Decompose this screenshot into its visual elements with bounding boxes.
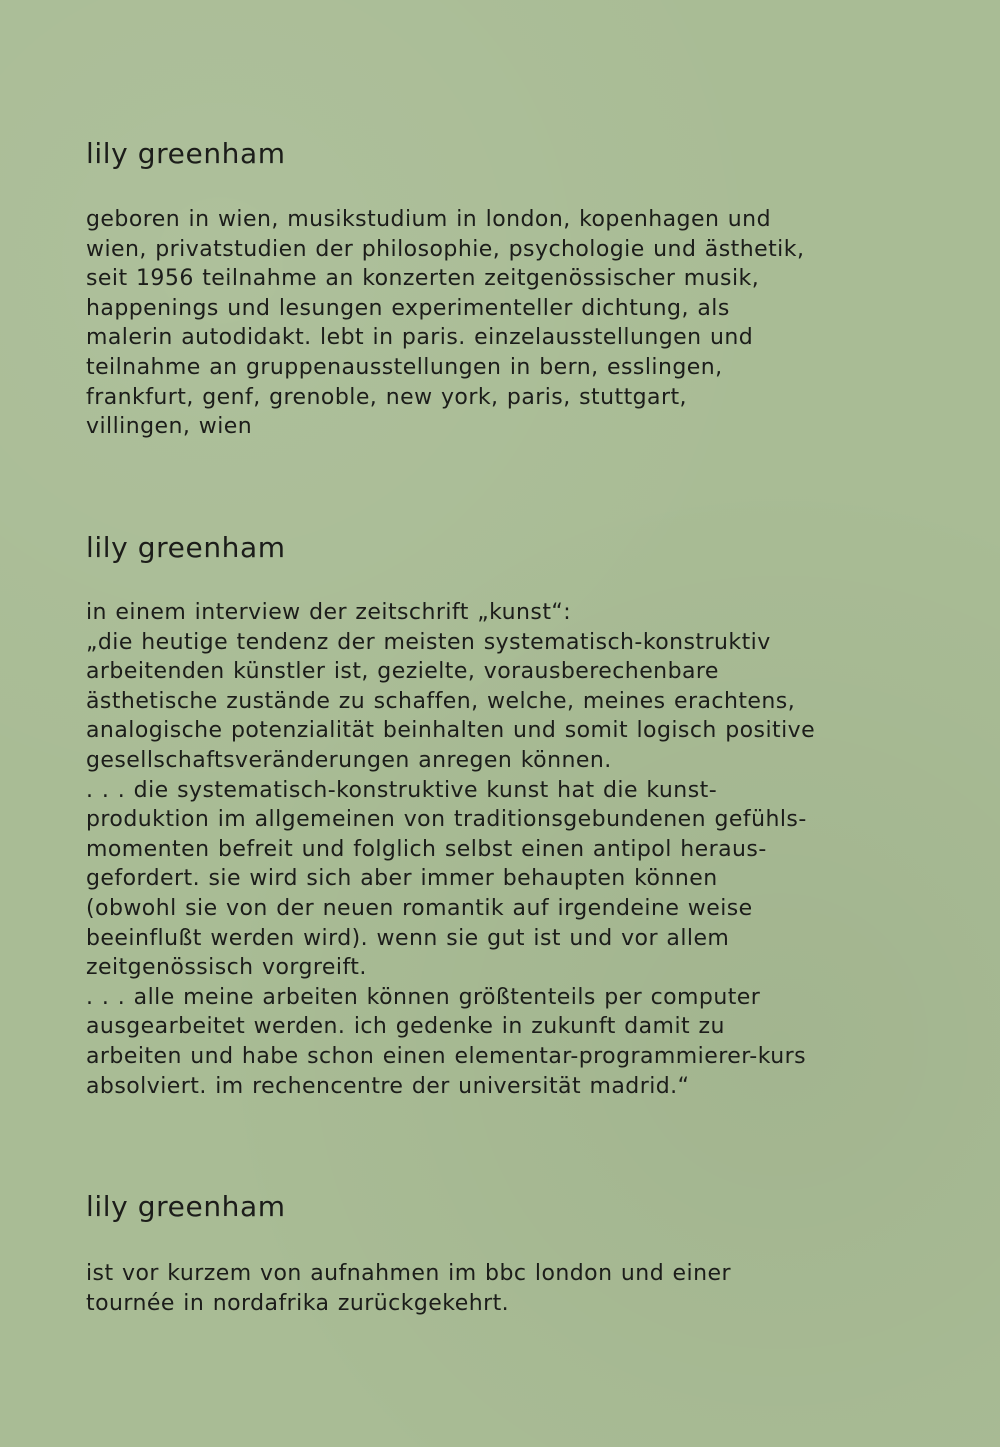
text-line: seit 1956 teilnahme an konzerten zeitgenössischer musik, — [86, 266, 760, 292]
text-line: beeinflußt werden wird). wenn sie gut ist und vor allem — [86, 925, 730, 951]
text-line: wien, privatstudien der philosophie, psychologie und ästhetik, — [86, 236, 805, 262]
text-line: in einem interview der zeitschrift „kunst“: — [86, 600, 572, 625]
text-line: zeitgenössisch vorgreift. — [86, 955, 367, 981]
text-line: arbeiten und habe schon einen elementar-programmierer-kurs — [86, 1043, 807, 1069]
text-line: happenings und lesungen experimenteller dichtung, als — [86, 295, 730, 321]
text-line: produktion im allgemeinen von traditionsgebundenen gefühls- — [86, 807, 807, 833]
text-line: tournée in nordafrika zurückgekehrt. — [86, 1290, 510, 1316]
text-line: (obwohl sie von der neuen romantik auf irgendeine weise — [86, 895, 753, 921]
text-line: villingen, wien — [86, 414, 253, 440]
text-line: gesellschaftsveränderungen anregen können. — [86, 747, 612, 773]
text-line: frankfurt, genf, grenoble, new york, paris, stuttgart, — [86, 384, 687, 410]
text-line: teilnahme an gruppenausstellungen in bern, esslingen, — [86, 354, 723, 380]
text-line: ästhetische zustände zu schaffen, welche, meines erachtens, — [86, 688, 796, 714]
news-paragraph — [86, 1259, 731, 1318]
text-line: ausgearbeitet werden. ich gedenke in zukunft damit zu — [86, 1014, 725, 1040]
text-line: . . . die systematisch-konstruktive kunst hat die kunst- — [86, 777, 718, 803]
text-line: ist vor kurzem von aufnahmen im bbc london und einer — [86, 1261, 731, 1286]
text-line: absolviert. im rechencentre der universität madrid.“ — [86, 1073, 690, 1099]
text-line: momenten befreit und folglich selbst einen antipol heraus- — [86, 836, 767, 862]
biography-paragraph — [86, 205, 804, 442]
section-heading: lily greenham — [86, 531, 286, 564]
section-heading: lily greenham — [86, 1190, 286, 1223]
interview-quote-paragraph — [86, 598, 815, 1101]
text-line: analogische potenzialität beinhalten und somit logisch positive — [86, 718, 816, 744]
text-line: malerin autodidakt. lebt in paris. einzelausstellungen und — [86, 325, 754, 351]
text-line: geboren in wien, musikstudium in london, kopenhagen und — [86, 207, 771, 232]
text-line: gefordert. sie wird sich aber immer behaupten können — [86, 866, 718, 892]
text-line: „die heutige tendenz der meisten systematisch-konstruktiv — [86, 629, 771, 655]
section-heading: lily greenham — [86, 137, 286, 170]
text-line: . . . alle meine arbeiten können größtenteils per computer — [86, 984, 761, 1010]
text-line: arbeitenden künstler ist, gezielte, vorausberechenbare — [86, 659, 719, 685]
